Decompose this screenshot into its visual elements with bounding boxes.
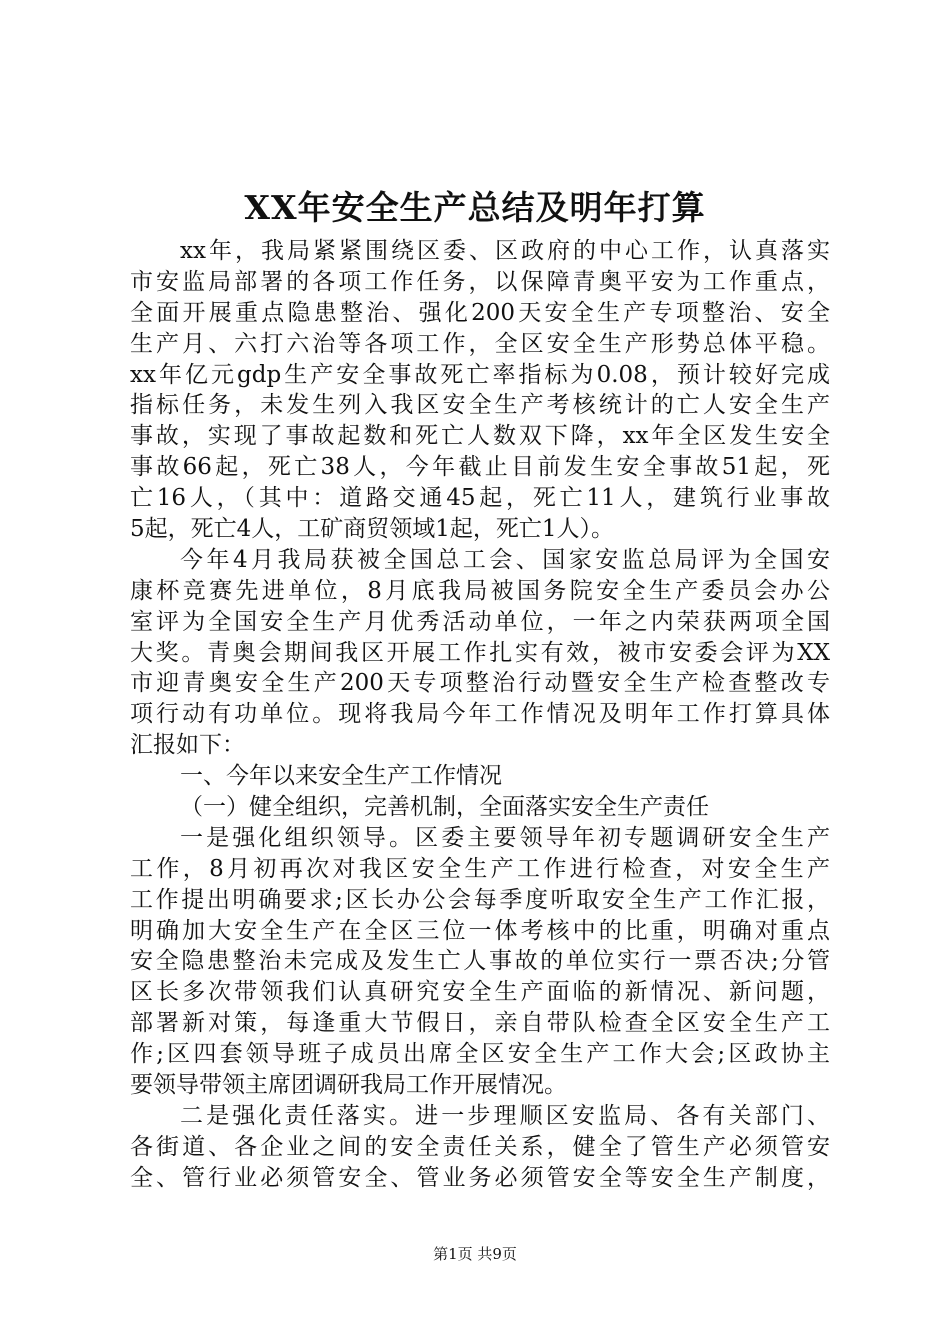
text-line: 要领导带领主席团调研我局工作开展情况。 [130, 1072, 567, 1099]
text-line: 事故66起，死亡38人，今年截止目前发生安全事故51起，死 [130, 454, 830, 481]
text-line: 今年4月我局获被全国总工会、国家安监总局评为全国安 [180, 546, 830, 573]
text-line: （一）健全组织，完善机制，全面落实安全生产责任 [180, 794, 709, 821]
text-line: 安全隐患整治未完成及发生亡人事故的单位实行一票否决;分管 [130, 948, 830, 975]
text-line: 工作提出明确要求;区长办公会每季度听取安全生产工作汇报， [130, 886, 830, 913]
text-line: 室评为全国安全生产月优秀活动单位，一年之内荣获两项全国 [130, 608, 830, 635]
text-line: 5起，死亡4人，工矿商贸领域1起，死亡1人）。 [130, 516, 615, 543]
text-line: xx年，我局紧紧围绕区委、区政府的中心工作，认真落实 [180, 238, 830, 264]
text-line: 项行动有功单位。现将我局今年工作情况及明年工作打算具体 [130, 701, 830, 728]
document-title: XX年安全生产总结及明年打算 [244, 188, 706, 227]
text-line: 一、今年以来安全生产工作情况 [180, 763, 502, 790]
text-line: 亡16人，（其中：道路交通45起，死亡11人，建筑行业事故 [130, 485, 830, 512]
text-line: 作;区四套领导班子成员出席全区安全生产工作大会;区政协主 [130, 1041, 830, 1068]
text-line: 全、管行业必须管安全、管业务必须管安全等安全生产制度， [130, 1164, 830, 1191]
document-body [130, 236, 830, 1194]
text-line: 一是强化组织领导。区委主要领导年初专题调研安全生产 [180, 824, 830, 851]
text-line: 大奖。青奥会期间我区开展工作扎实有效，被市安委会评为XX [130, 639, 830, 666]
text-line: 部署新对策，每逢重大节假日，亲自带队检查全区安全生产工 [130, 1010, 830, 1037]
text-line: 二是强化责任落实。进一步理顺区安监局、各有关部门、 [180, 1102, 830, 1129]
text-line: 市安监局部署的各项工作任务，以保障青奥平安为工作重点， [130, 268, 830, 295]
text-line: 各街道、各企业之间的安全责任关系，健全了管生产必须管安 [130, 1133, 830, 1160]
text-line: 区长多次带领我们认真研究安全生产面临的新情况、新问题， [130, 979, 830, 1006]
text-line: 事故，实现了事故起数和死亡人数双下降，xx年全区发生安全 [130, 423, 830, 450]
text-line: 市迎青奥安全生产200天专项整治行动暨安全生产检查整改专 [130, 670, 830, 697]
text-line: 生产月、六打六治等各项工作，全区安全生产形势总体平稳。 [130, 330, 830, 357]
text-line: 汇报如下： [130, 732, 245, 759]
text-line: 全面开展重点隐患整治、强化200天安全生产专项整治、安全 [130, 299, 830, 326]
text-line: 指标任务，未发生列入我区安全生产考核统计的亡人安全生产 [130, 392, 830, 419]
text-line: 明确加大安全生产在全区三位一体考核中的比重，明确对重点 [130, 917, 830, 944]
text-line: 工作，8月初再次对我区安全生产工作进行检查，对安全生产 [130, 855, 830, 882]
text-line: 康杯竞赛先进单位，8月底我局被国务院安全生产委员会办公 [130, 577, 830, 604]
page-footer: 第1页 共9页 [433, 1245, 517, 1263]
text-line: xx年亿元gdp生产安全事故死亡率指标为0.08，预计较好完成 [130, 361, 830, 388]
